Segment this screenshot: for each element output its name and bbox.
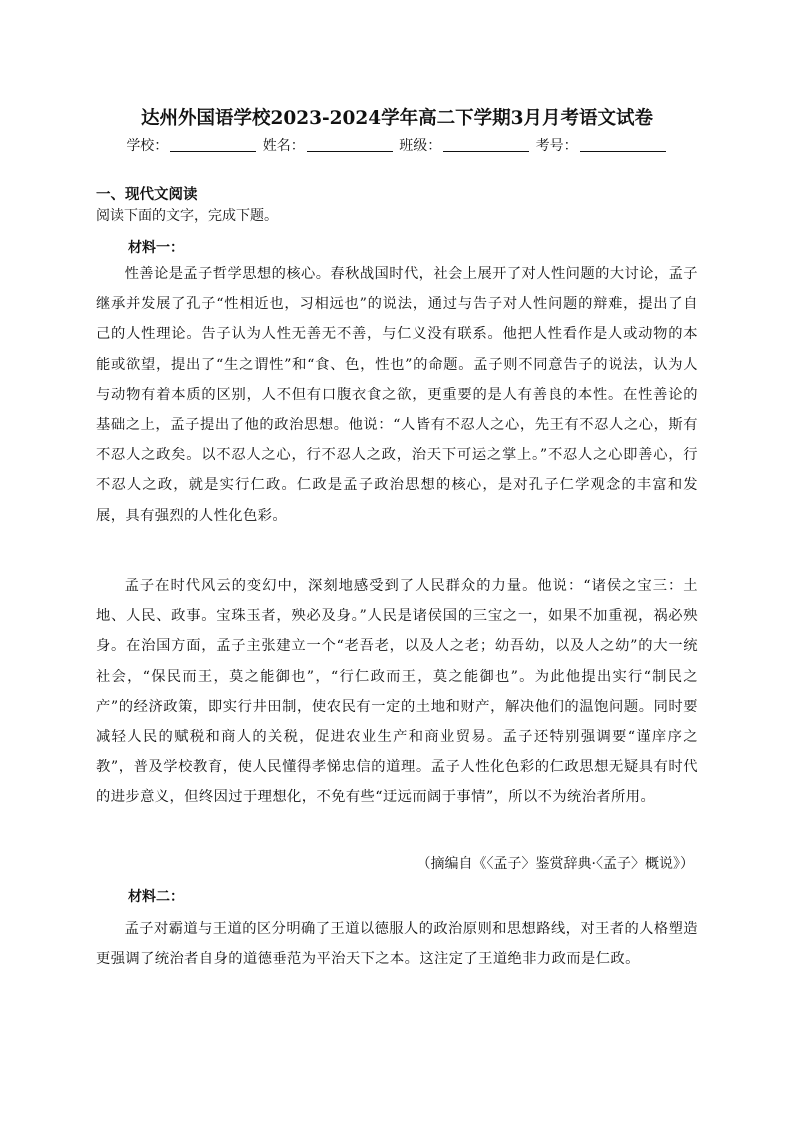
material-one-source: （摘编自《〈孟子〉鉴赏辞典·〈孟子〉概说》） <box>416 856 694 872</box>
student-info-line <box>0 135 794 155</box>
name-field <box>263 135 395 155</box>
class-label: 班级： <box>399 138 442 154</box>
section-heading: 一、现代文阅读 <box>96 187 198 203</box>
section-instruction: 阅读下面的文字，完成下题。 <box>96 208 278 224</box>
exam-title: 达州外国语学校2023-2024学年高二下学期3月月考语文试卷 <box>140 108 654 129</box>
material-one-paragraph-2: 孟子在时代风云的变幻中，深刻地感受到了人民群众的力量。他说：“诸侯之宝三：土地、人民、政事。宝珠玉者，殃必及身。”人民是诸侯国的三宝之一，如果不加重视，祸必殃身。在治国方面，孟子主张建立一个“老吾老，以及人之老；幼吾幼，以及人之幼”的大一统社会，“保民而王，莫之能御也”，“行仁政而王，莫之能御也”。为此他提出实行“制民之产”的经济政策，即实行井田制，使农民有一定的土地和财产，解决他们的温饱问题。同时要减轻人民的赋税和商人的关税，促进农业生产和商业贸易。孟子还特别强调要“谨庠序之教”，普及学校教育，使人民懂得孝悌忠信的道理。孟子人性化色彩的仁政思想无疑具有时代的进步意义，但终因过于理想化，不免有些“迂远而阔于事情”，所以不为统治者所用。 <box>96 578 698 806</box>
class-field <box>399 135 531 155</box>
material-two-paragraph-1: 孟子对霸道与王道的区分明确了王道以德服人的政治原则和思想路线，对王者的人格塑造更强调了统治者自身的道德垂范为平治天下之本。这注定了王道绝非力政而是仁政。 <box>96 921 698 968</box>
material-one-label: 材料一： <box>128 240 184 256</box>
exam-number-blank[interactable] <box>580 137 666 152</box>
exam-number-field <box>536 135 668 155</box>
class-blank[interactable] <box>443 137 529 152</box>
school-label: 学校： <box>126 138 169 154</box>
material-two-label: 材料二： <box>128 889 184 905</box>
name-blank[interactable] <box>307 137 393 152</box>
name-label: 姓名： <box>262 138 305 154</box>
material-one-paragraph-1: 性善论是孟子哲学思想的核心。春秋战国时代，社会上展开了对人性问题的大讨论，孟子继承并发展了孔子“性相近也，习相远也”的说法，通过与告子对人性问题的辩难，提出了自己的人性理论。告子认为人性无善无不善，与仁义没有联系。他把人性看作是人或动物的本能或欲望，提出了“生之谓性”和“食、色，性也”的命题。孟子则不同意告子的说法，认为人与动物有着本质的区别，人不但有口腹衣食之欲，更重要的是人有善良的本性。在性善论的基础之上，孟子提出了他的政治思想。他说：“人皆有不忍人之心，先王有不忍人之心，斯有不忍人之政矣。以不忍人之心，行不忍人之政，治天下可运之掌上。”不忍人之心即善心，行不忍人之政，就是实行仁政。仁政是孟子政治思想的核心，是对孔子仁学观念的丰富和发展，具有强烈的人性化色彩。 <box>96 266 698 524</box>
school-blank[interactable] <box>170 137 256 152</box>
exam-number-label: 考号： <box>535 138 578 154</box>
school-field <box>126 135 258 155</box>
